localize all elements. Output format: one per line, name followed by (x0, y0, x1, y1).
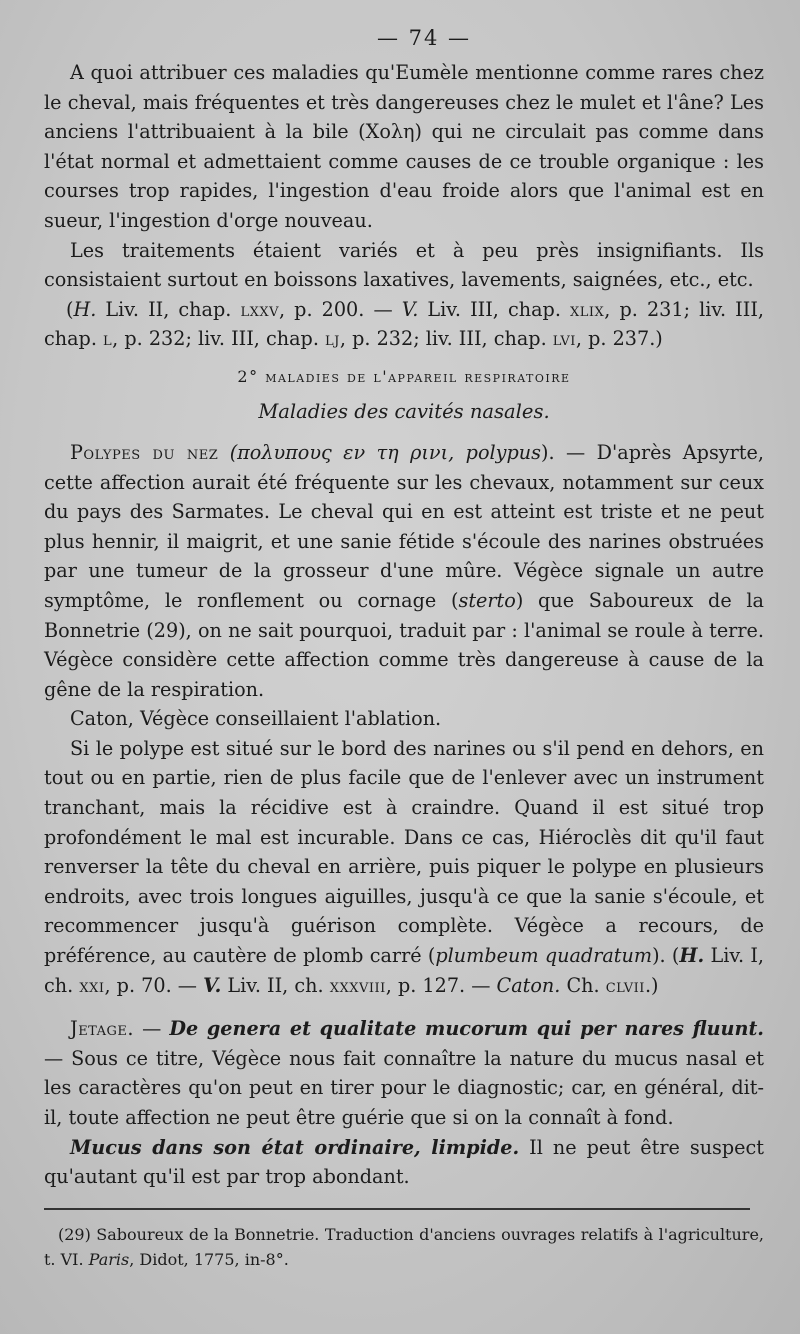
polypes-paragraph-3 (44, 734, 764, 1000)
intro-paragraph-1: A quoi attribuer ces maladies qu'Eumèle mentionne comme rares chez le cheval, mais fréquentes et très dangereuses chez le mulet et l'âne? Les anciens l'attribuaient à la bile (Χολη) qui ne circulait pas comme dans l'état normal et admettaient comme causes de ce trouble organique : les courses trop rapides, l'ingestion d'eau froide alors que l'animal est en sueur, l'ingestion d'orge nouveau. (44, 61, 764, 232)
footnote-divider (44, 1208, 750, 1210)
jetage-dash: — (134, 1017, 170, 1041)
ref-chapter: l (103, 327, 113, 351)
ref-text: Ch. (560, 973, 606, 997)
footnote (44, 1222, 764, 1272)
ref-text: , p. 232; liv. III, chap. (112, 327, 326, 351)
jetage-latin-title: De genera et qualitate mucorum qui per nares fluunt. (169, 1017, 764, 1041)
jetage-paragraph-1 (44, 1014, 764, 1132)
ref-text: , p. 200. — (278, 297, 402, 321)
section-heading: 2° maladies de l'appareil respiratoire (237, 366, 571, 386)
polypes-greek: (πολυπους εν τη ρινι, (229, 440, 455, 464)
jetage-paragraph-2 (44, 1133, 764, 1192)
ref-chapter: lj (325, 327, 340, 351)
intro-paragraph-2: Les traitements étaient variés et à peu près insignifiants. Ils consistaient surtout en boissons laxatives, lavements, saignées, etc., etc. (44, 238, 764, 292)
polypes-plumbeum: plumbeum quadratum (435, 944, 653, 968)
ref-chapter: xlix (570, 297, 605, 321)
ref-chapter: lxxv (240, 297, 279, 321)
polypes-text: ). — D'après Apsyrte, cette affection aurait été fréquente sur les chevaux, notamment sur ceux du pays des Sarmates. Le cheval qui en est atteint est triste et ne peut plus hennir, il maigrit, et une sanie fétide s'écoule des narines obstruées par une tumeur de la grosseur d'une mûre. Végèce signale un autre symptôme, le ronflement ou cornage ( (44, 440, 764, 612)
footnote-place: Paris (88, 1249, 130, 1269)
ref-text: Liv. II, ch. (221, 973, 330, 997)
polypes-text: Si le polype est situé sur le bord des narines ou s'il pend en dehors, en tout ou en partie, rien de plus facile que de l'enlever avec un instrument tranchant, mais la récidive est à craindre. Quand il est situé trop profondément le mal est incurable. Dans ce cas, Hiéroclès dit qu'il faut renverser la tête du cheval en arrière, puis piquer le polype en plusieurs endroits, avec trois longues aiguilles, jusqu'à ce que la sanie s'écoule, et recommencer jusqu'à guérison complète. Végèce a recours, de préférence, au cautère de plomb carré ( (44, 736, 764, 968)
polypes-text: ). ( (652, 944, 680, 968)
ref-vegece: V. (203, 973, 222, 997)
ref-open: ( (66, 297, 74, 321)
jetage-label: Jetage. (70, 1017, 135, 1041)
ref-chapter: lvi (552, 327, 576, 351)
footnote-text: (29) Saboureux de la Bonnetrie. Traduction d'anciens ouvrages relatifs à l'agriculture, t. VI. (44, 1224, 764, 1269)
jetage-text: — Sous ce titre, Végèce nous fait connaître la nature du mucus nasal et les caractères qu'on peut en tirer pour le diagnostic; car, en général, dit-il, toute affection ne peut être guérie que si on la connaît à fond. (44, 1046, 764, 1129)
page-number: — 74 — (376, 26, 472, 50)
ref-chapter: xxxviii (329, 973, 386, 997)
ref-text: Liv. I, ch. (44, 944, 765, 997)
ref-caton: Caton. (496, 973, 561, 997)
ref-text: Liv. II, chap. (96, 297, 241, 321)
ref-text: , p. 232; liv. III, chap. (339, 327, 553, 351)
ref-hierocles: H. (73, 297, 97, 321)
polypes-text: ) que Saboureux de la Bonnetrie (29), on ne sait pourquoi, traduit par : l'animal se roule à terre. Végèce considère cette affection comme très dangereuse à cause de la gêne de la respiration. (44, 588, 764, 701)
ref-chapter: xxi (79, 973, 105, 997)
ref-text: , p. 70. — (104, 973, 204, 997)
ref-chapter: clvii (605, 973, 645, 997)
ref-text: Liv. III, chap. (418, 297, 571, 321)
paragraph-gap (44, 1000, 764, 1014)
ref-text: , p. 127. — (385, 973, 497, 997)
ref-text: , p. 231; liv. III, chap. (44, 297, 764, 351)
ref-hierocles: H. (679, 944, 705, 968)
polypes-latin: polypus (465, 440, 541, 464)
polypes-sterto: sterto (458, 588, 516, 612)
ref-text: .) (644, 973, 659, 997)
mucus-text: Il ne peut être suspect qu'autant qu'il est par trop abondant. (44, 1135, 764, 1189)
polypes-label: Polypes du nez (70, 440, 219, 464)
polypes-paragraph-1 (44, 438, 764, 704)
mucus-label: Mucus dans son état ordinaire, limpide. (70, 1135, 520, 1159)
ref-vegece: V. (401, 297, 419, 321)
sub-heading: Maladies des cavités nasales. (258, 399, 550, 423)
ref-text: , p. 237.) (575, 327, 663, 351)
polypes-paragraph-2: Caton, Végèce conseillaient l'ablation. (70, 707, 442, 731)
intro-references (44, 295, 764, 354)
footnote-text: , Didot, 1775, in-8°. (129, 1249, 289, 1269)
